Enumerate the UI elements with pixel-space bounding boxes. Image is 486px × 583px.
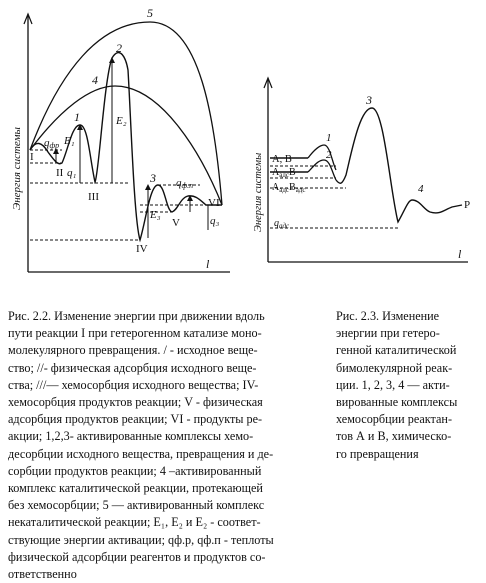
left-curve-label-3: 3: [150, 171, 156, 185]
left-label-q-fr: qфр: [44, 137, 60, 150]
right-curve-label-1: 1: [326, 132, 332, 144]
left-level-VI: VI: [208, 197, 220, 209]
left-level-II: II: [56, 167, 64, 179]
right-axis-y-label: Энергия системы: [253, 152, 264, 232]
left-curve-label-5: 5: [147, 6, 153, 20]
caption-figure-2-3: Рис. 2.3. Изменение энергии при гетеро- генной каталитической бимолекулярной реак- ции. 1, 2, 3, 4 — акти- вированные комплексы хемосорбции реактан- тов А и В, химическо- го превращения: [336, 309, 458, 461]
right-curve-label-4: 4: [418, 183, 424, 195]
left-level-V: V: [172, 217, 180, 229]
left-level-IV: IV: [136, 243, 148, 255]
left-curve-label-4: 4: [92, 73, 98, 87]
left-curve-label-2: 2: [116, 41, 122, 55]
right-label-q-ads: $q_{адс}$: [274, 218, 290, 230]
right-curve-2: [308, 160, 336, 180]
left-label-e2: E₂: [116, 115, 127, 127]
figure-left-labels: [11, 6, 220, 271]
left-level-I: I: [30, 151, 34, 163]
left-label-q3: q₃: [210, 215, 220, 227]
right-curve-label-3: 3: [366, 93, 372, 107]
right-label-p: P: [464, 199, 471, 211]
left-curve-label-1: 1: [74, 110, 80, 124]
right-label-a-ads-b: $A_{адс}B$: [272, 167, 296, 179]
left-label-e1: E₁: [64, 135, 75, 147]
right-label-ab: A, B: [272, 154, 292, 165]
caption-figure-2-2: Рис. 2.2. Изменение энергии при движении вдоль пути реакции I при гетерогенном катализе моно- молекулярного превращения. / - исходное веще- ство; //- физическая адсорбция исходного веще- ства; ///— хемосорбция исходного вещества; IV- хемосорбция продуктов реакции; V - физическая адсорбция продуктов реакции; VI - продукты ре- акции; 1,2,3- активированные комплексы хемо- десорбции исходного вещества, превращения и де- сорбции продуктов реакции; 4 –активированный комплекс каталитической реакции, протекающей без хемосорбции; 5 — активированный комплекс некаталитической реакции; E₁, E₂ и E₂ - соответ- ствующие энергии активации; qф.р, qф.п - теплоты физической адсорбции реагентов и продуктов со- ответственно: [8, 309, 274, 582]
left-label-q-fp: qф.п: [176, 177, 194, 190]
right-label-a-ads-b-ads: $A_{адс}B_{адс}$: [272, 182, 306, 194]
left-axis-x-label: l: [206, 257, 210, 271]
right-axis-x-label: l: [458, 247, 462, 261]
left-label-q1: q₁: [67, 167, 77, 179]
left-label-e3: E₃: [150, 209, 161, 221]
left-axis-y-label: Энергия системы: [11, 127, 23, 210]
right-curve-main-path: [270, 108, 462, 222]
right-curve-label-2: 2: [326, 149, 332, 161]
left-level-III: III: [88, 191, 99, 203]
